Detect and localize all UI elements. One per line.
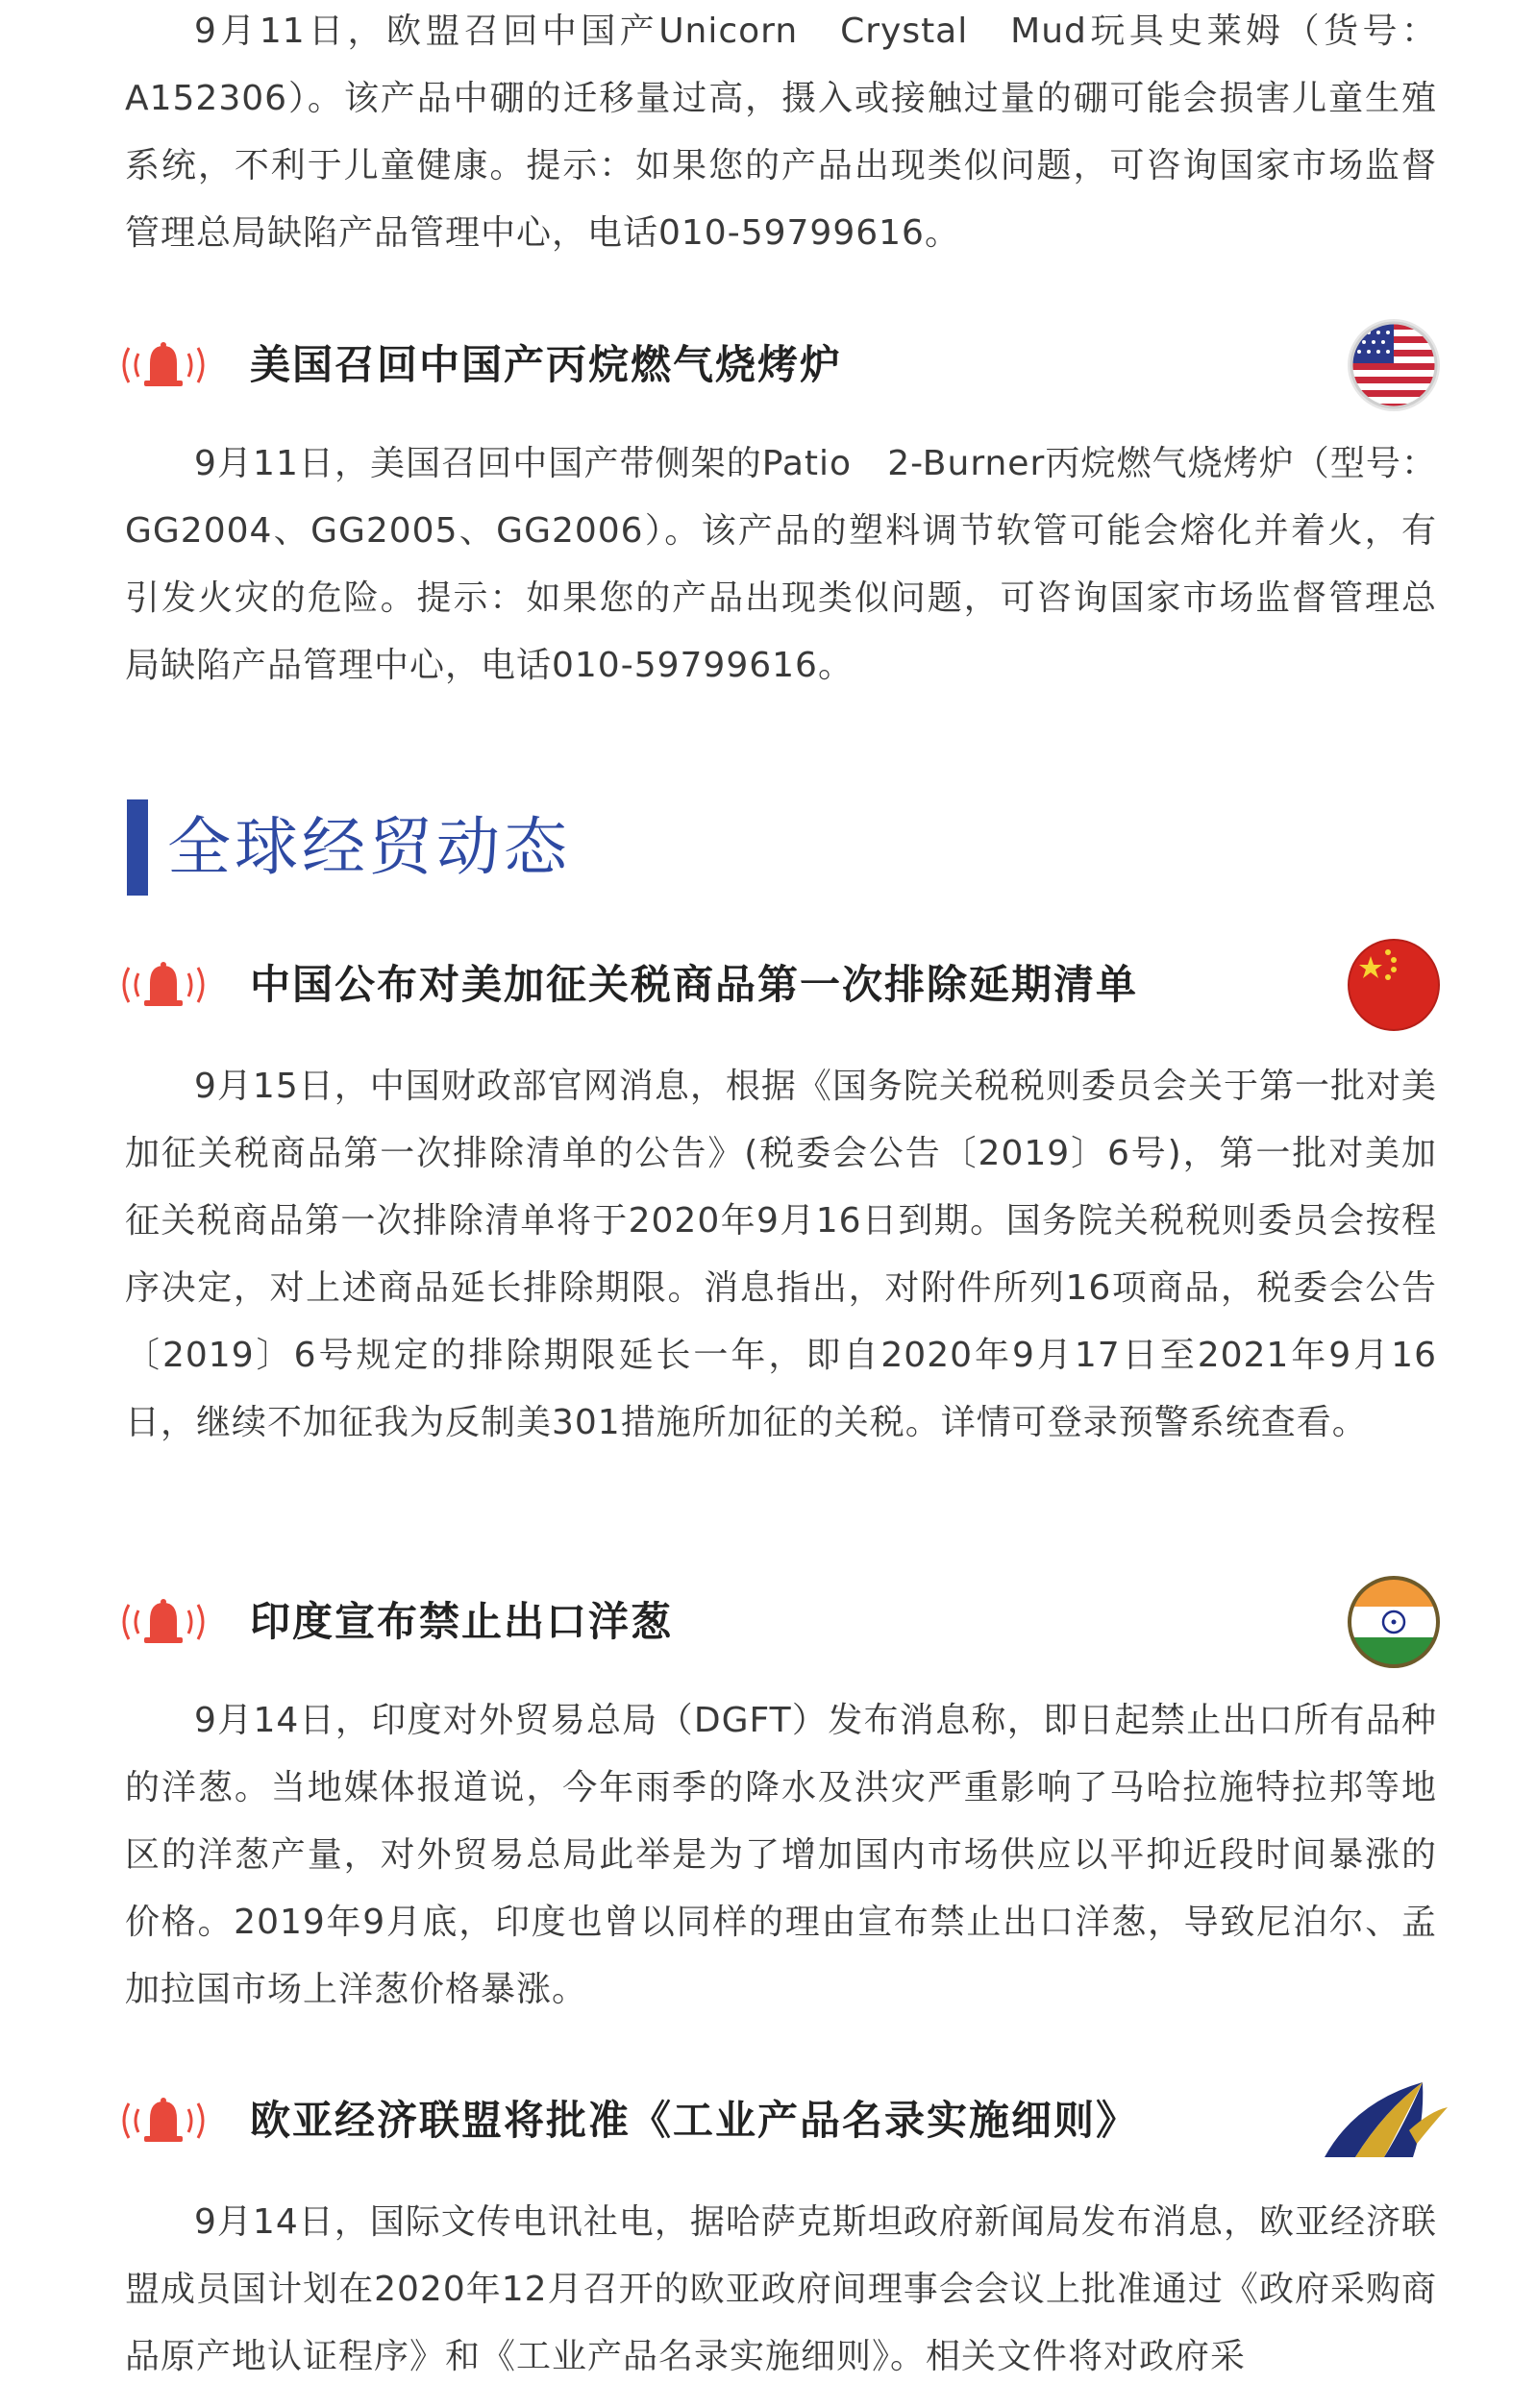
news-title: 中国公布对美加征关税商品第一次排除延期清单 [250, 961, 1139, 1008]
section-accent-bar [127, 799, 148, 896]
news-header-eaeu [115, 2073, 1442, 2169]
news-header-us-recall [115, 317, 1442, 413]
alarm-bell-icon [115, 958, 211, 1012]
news-title: 欧亚经济联盟将批准《工业产品名录实施细则》 [250, 2097, 1139, 2144]
news-header-china-tariff [115, 937, 1442, 1033]
us-flag-icon [1346, 317, 1442, 413]
news-header-india-onion [115, 1574, 1442, 1670]
news-title: 印度宣布禁止出口洋葱 [250, 1598, 674, 1645]
us-recall-paragraph: 9月11日，美国召回中国产带侧架的Patio 2-Burner丙烷燃气烧烤炉（型号：GG2004、GG2005、GG2006）。该产品的塑料调节软管可能会熔化并着火，有引发火灾的危险。提示：如果您的产品出现类似问题，可咨询国家市场监督管理总局缺陷产品管理中心，电话010-59799616。 [125, 444, 1437, 685]
china-flag-icon [1346, 937, 1442, 1033]
news-title: 美国召回中国产丙烷燃气烧烤炉 [250, 341, 843, 388]
eaeu-paragraph: 9月14日，国际文传电讯社电，据哈萨克斯坦政府新闻局发布消息，欧亚经济联盟成员国计划在2020年12月召开的欧亚政府间理事会会议上批准通过《政府采购商品原产地认证程序》和《工业产品名录实施细则》。相关文件将对政府采 [125, 2202, 1437, 2376]
alarm-bell-icon [115, 1595, 211, 1649]
alarm-bell-icon [115, 2094, 211, 2148]
india-flag-icon [1346, 1574, 1442, 1670]
india-onion-paragraph: 9月14日，印度对外贸易总局（DGFT）发布消息称，即日起禁止出口所有品种的洋葱。当地媒体报道说，今年雨季的降水及洪灾严重影响了马哈拉施特拉邦等地区的洋葱产量，对外贸易总局此举是为了增加国内市场供应以平抑近段时间暴涨的价格。2019年9月底，印度也曾以同样的理由宣布禁止出口洋葱，导致尼泊尔、孟加拉国市场上洋葱价格暴涨。 [125, 1701, 1437, 2009]
china-tariff-paragraph: 9月15日，中国财政部官网消息，根据《国务院关税税则委员会关于第一批对美加征关税商品第一次排除清单的公告》(税委会公告〔2019〕6号)，第一批对美加征关税商品第一次排除清单将于2020年9月16日到期。国务院关税税则委员会按程序决定，对上述商品延长排除期限。消息指出，对附件所列16项商品，税委会公告〔2019〕6号规定的排除期限延长一年，即自2020年9月17日至2021年9月16日，继续不加征我为反制美301措施所加征的关税。详情可登录预警系统查看。 [125, 1067, 1437, 1442]
eu-recall-paragraph: 9月11日，欧盟召回中国产Unicorn Crystal Mud玩具史莱姆（货号：A152306）。该产品中硼的迁移量过高，摄入或接触过量的硼可能会损害儿童生殖系统，不利于儿童健康。提示：如果您的产品出现类似问题，可咨询国家市场监督管理总局缺陷产品管理中心，电话010-59799616。 [125, 12, 1437, 253]
section-title: 全球经贸动态 [167, 810, 571, 884]
eaeu-emblem-icon [1317, 2073, 1451, 2169]
alarm-bell-icon [115, 338, 211, 392]
